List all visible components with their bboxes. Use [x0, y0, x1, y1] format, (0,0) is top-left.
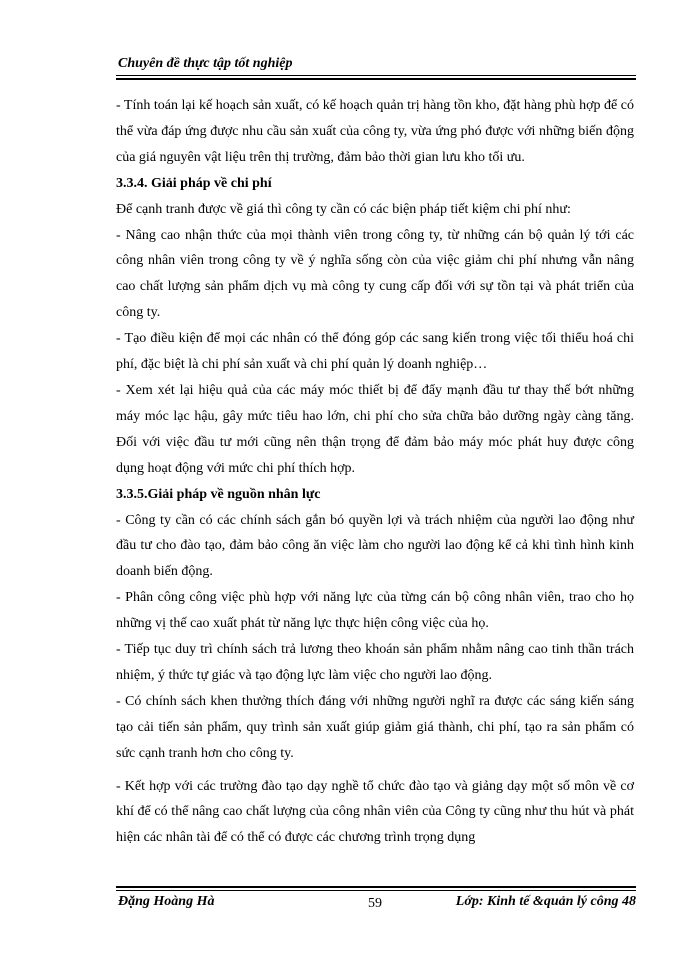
paragraph-cost-awareness: - Nâng cao nhận thức của mọi thành viên trong công ty, từ những cán bộ quản lý tới các công nhân viên trong công ty về ý nghĩa sống còn của việc giảm chi phí nhưng vẫn nâng cao chất lượng sản phẩm dịch vụ mà công ty cung cấp đối với sự tồn tại và phát triển của công ty.	[116, 227, 634, 321]
footer-author: Đặng Hoàng Hà	[118, 894, 215, 909]
paragraph-hr-assignment: - Phân công công việc phù hợp với năng lực của từng cán bộ công nhân viên, trao cho họ những vị thế cao xuất phát từ năng lực thực hiện công việc của họ.	[116, 590, 634, 632]
footer-rule-thick	[116, 886, 636, 888]
document-body	[116, 93, 634, 851]
paragraph-cost-initiative: - Tạo điều kiện để mọi các nhân có thể đóng góp các sang kiến trong việc tối thiểu hoá chi phí, đặc biệt là chi phí sản xuất và chi phí quản lý doanh nghiệp…	[116, 331, 634, 373]
paragraph-hr-training: - Kết hợp với các trường đào tạo dạy nghề tổ chức đào tạo và giảng dạy một số môn về cơ khí để có thể nâng cao chất lượng của công nhân viên của Công ty cũng như thu hút và phát hiện các nhân tài để có thể có được các chương trình trọng dụng	[116, 778, 634, 846]
footer-rule	[116, 890, 636, 891]
paragraph-gap	[116, 767, 634, 774]
page-number: 59	[368, 896, 382, 911]
section-heading-hr: 3.3.5.Giải pháp về nguồn nhân lực	[116, 486, 321, 502]
paragraph-hr-policy: - Công ty cần có các chính sách gắn bó quyền lợi và trách nhiệm của người lao động như đầu tư cho đào tạo, đảm bảo công ăn việc làm cho người lao động kể cả khi tình hình kinh doanh biến động.	[116, 512, 634, 580]
header-rule	[116, 75, 636, 76]
paragraph-cost-intro: Để cạnh tranh được về giá thì công ty cần có các biện pháp tiết kiệm chi phí như:	[116, 201, 571, 217]
paragraph-hr-salary: - Tiếp tục duy trì chính sách trả lương theo khoán sản phẩm nhằm nâng cao tinh thần trách nhiệm, ý thức tự giác và tạo động lực làm việc cho người lao động.	[116, 642, 634, 683]
paragraph-inventory: - Tính toán lại kế hoạch sản xuất, có kế hoạch quản trị hàng tồn kho, đặt hàng phù hợp để có thể vừa đáp ứng được nhu cầu sản xuất của công ty, vừa ứng phó được với những biến động của giá nguyên vật liệu trên thị trường, đảm bảo thời gian lưu kho tối ưu.	[116, 98, 634, 165]
header-rule-thick	[116, 78, 636, 80]
header-title: Chuyên đề thực tập tốt nghiệp	[118, 56, 293, 71]
paragraph-cost-equipment: - Xem xét lại hiệu quả của các máy móc thiết bị để đẩy mạnh đầu tư thay thế bớt những máy móc lạc hậu, gây mức tiêu hao lớn, chi phí cho sửa chữa bảo dưỡng ngày càng tăng. Đối với việc đầu tư mới cũng nên thận trọng để đảm bảo máy móc phát huy được công dụng hoạt động với mức chi phí thích hợp.	[116, 382, 634, 476]
section-heading-cost: 3.3.4. Giải pháp về chi phí	[116, 175, 272, 191]
footer-class-label: Lớp: Kinh tế &quản lý công 48	[455, 894, 636, 909]
paragraph-hr-reward: - Có chính sách khen thưởng thích đáng với những người nghĩ ra được các sáng kiến sáng tạo cải tiến sản phẩm, quy trình sản xuất giúp giảm giá thành, chi phí, tạo ra sản phẩm có sức cạnh tranh hơn cho công ty.	[116, 693, 634, 761]
